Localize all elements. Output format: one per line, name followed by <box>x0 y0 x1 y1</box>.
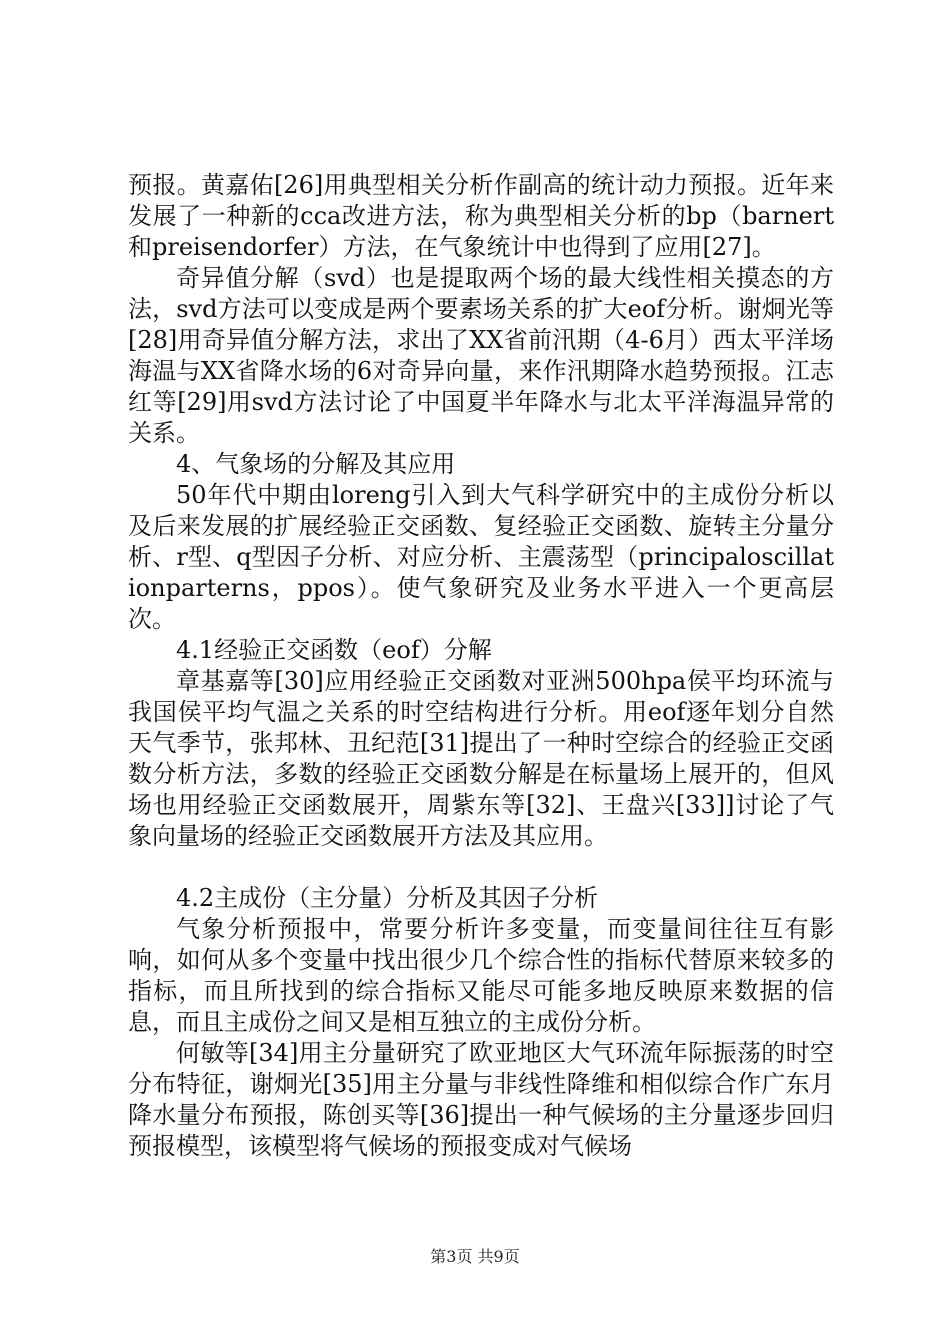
section-heading-4: 4、气象场的分解及其应用 <box>176 450 456 478</box>
paragraph-continuation: 预报。黄嘉佑[26]用典型相关分析作副高的统计动力预报。近年来发展了一种新的cca改进方法，称为典型相关分析的bp（barnert和preisendorfer）方法，在气象统计中也得到了应用[27]。 <box>128 171 834 261</box>
section-heading-4-2: 4.2主成份（主分量）分析及其因子分析 <box>176 884 599 912</box>
paragraph-eof: 章基嘉等[30]应用经验正交函数对亚洲500hpa侯平均环流与我国侯平均气温之关系的时空结构进行分析。用eof逐年划分自然天气季节，张邦林、丑纪范[31]提出了一种时空综合的经验正交函数分析方法，多数的经验正交函数分解是在标量场上展开的，但风场也用经验正交函数展开，周紫东等[32]、王盘兴[33]]讨论了气象向量场的经验正交函数展开方法及其应用。 <box>128 667 834 850</box>
document-body <box>128 170 834 1162</box>
page-number-footer: 第3页 共9页 <box>430 1247 520 1266</box>
section-heading-4-1: 4.1经验正交函数（eof）分解 <box>176 636 492 664</box>
paragraph-pca-studies: 何敏等[34]用主分量研究了欧亚地区大气环流年际振荡的时空分布特征，谢炯光[35]用主分量与非线性降维和相似综合作广东月降水量分布预报，陈创买等[36]提出一种气候场的主分量逐步回归预报模型，该模型将气候场的预报变成对气候场 <box>128 1039 834 1160</box>
paragraph-svd: 奇异值分解（svd）也是提取两个场的最大线性相关摸态的方法，svd方法可以变成是两个要素场关系的扩大eof分析。谢炯光等[28]用奇异值分解方法，求出了XX省前汛期（4-6月）西太平洋场海温与XX省降水场的6对奇异向量，来作汛期降水趋势预报。江志红等[29]用svd方法讨论了中国夏半年降水与北太平洋海温异常的关系。 <box>128 264 834 447</box>
paragraph-pca-history: 50年代中期由loreng引入到大气科学研究中的主成份分析以及后来发展的扩展经验正交函数、复经验正交函数、旋转主分量分析、r型、q型因子分析、对应分析、主震荡型（principaloscillationparterns，ppos）。使气象研究及业务水平进入一个更高层次。 <box>128 481 834 633</box>
paragraph-pca-intro: 气象分析预报中，常要分析许多变量，而变量间往往互有影响，如何从多个变量中找出很少几个综合性的指标代替原来较多的指标，而且所找到的综合指标又能尽可能多地反映原来数据的信息，而且主成份之间又是相互独立的主成份分析。 <box>128 915 834 1036</box>
